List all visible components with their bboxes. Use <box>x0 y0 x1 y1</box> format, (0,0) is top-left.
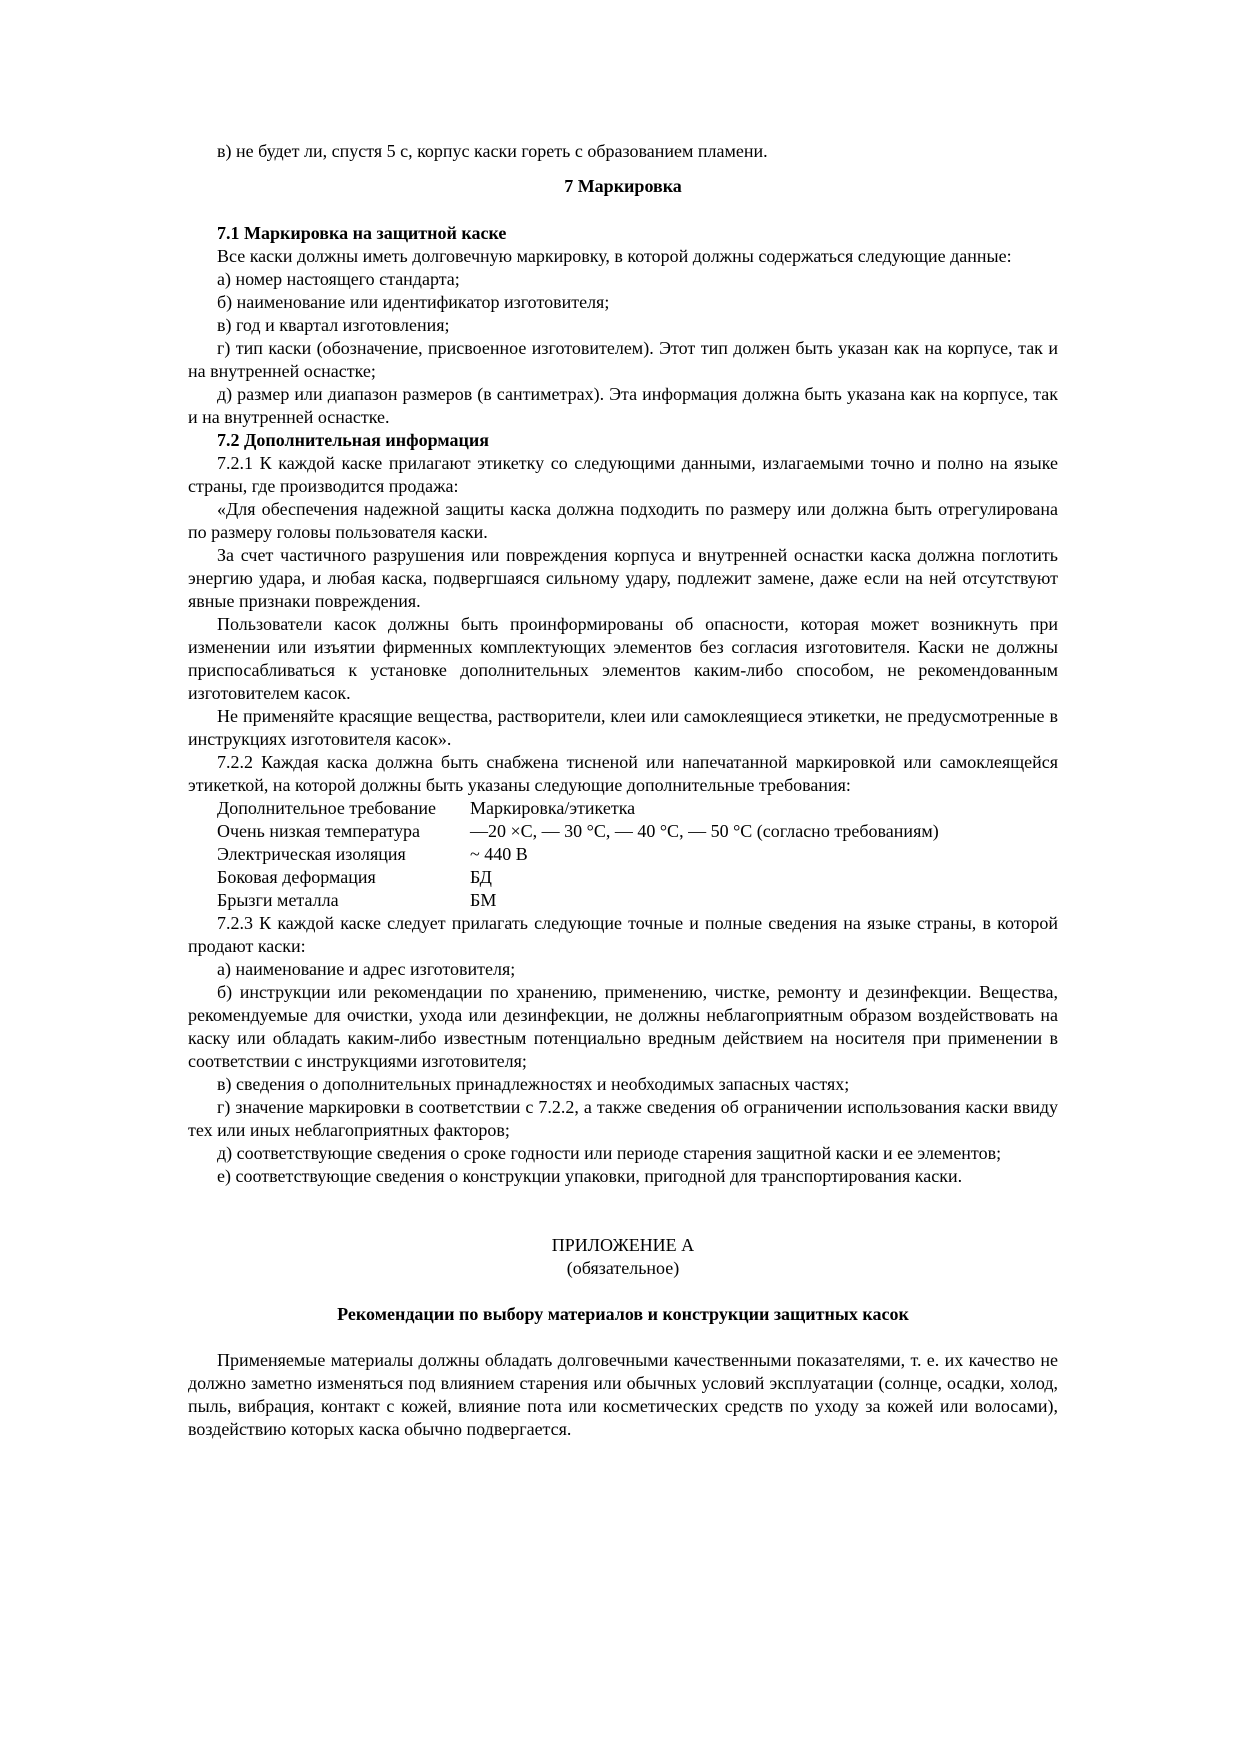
s72-paragraph: За счет частичного разрушения или повреждения корпуса и внутренней оснастки каска должна поглотить энергию удара, и любая каска, подвергшаяся сильному удару, подлежит замене, даже если на ней отсутствуют явные признаки повреждения. <box>188 545 1058 611</box>
table-row <box>188 820 1058 843</box>
s72-paragraph: Не применяйте красящие вещества, растворители, клеи или самоклеящиеся этикетки, не предусмотренные в инструкциях изготовителя касок». <box>188 706 1058 749</box>
table-cell: Боковая деформация <box>217 867 376 887</box>
s723-paragraph: д) соответствующие сведения о сроке годности или периоде старения защитной каски и ее элементов; <box>217 1143 1002 1163</box>
appendix-heading: Рекомендации по выбору материалов и конструкции защитных касок <box>337 1304 909 1324</box>
table-header-cell: Дополнительное требование <box>217 798 437 818</box>
table-cell: Электрическая изоляция <box>217 844 406 864</box>
top-line: в) не будет ли, спустя 5 с, корпус каски гореть с образованием пламени. <box>217 141 768 161</box>
section-72-title: 7.2 Дополнительная информация <box>217 430 489 450</box>
appendix-title: ПРИЛОЖЕНИЕ А <box>551 1235 695 1255</box>
table-header-row <box>188 797 1058 820</box>
appendix-paragraph: Применяемые материалы должны обладать долговечными качественными показателями, т. е. их качество не должно заметно изменяться под влиянием старения или обычных условий эксплуатации (солнце, осадки, холод, пыль, вибрация, контакт с кожей, влияние пота или косметических средств по уходу за кожей или волосами), воздействию которых каска обычно подвергается. <box>188 1350 1058 1439</box>
s72-paragraph: «Для обеспечения надежной защиты каска должна подходить по размеру или должна быть отрегулирована по размеру головы пользователя каски. <box>188 499 1058 542</box>
s72-paragraph: 7.2.2 Каждая каска должна быть снабжена тисненой или напечатанной маркировкой или самоклеящейся этикеткой, на которой должны быть указаны следующие дополнительные требования: <box>188 752 1058 795</box>
table-cell: БМ <box>470 890 497 910</box>
s71-paragraph: г) тип каски (обозначение, присвоенное изготовителем). Этот тип должен быть указан как на корпусе, так и на внутренней оснастке; <box>188 338 1058 381</box>
marking-table <box>188 797 1058 912</box>
s71-paragraph: д) размер или диапазон размеров (в сантиметрах). Эта информация должна быть указана как на корпусе, так и на внутренней оснастке. <box>188 384 1058 427</box>
table-row <box>188 843 1058 866</box>
s72-paragraph: 7.2.1 К каждой каске прилагают этикетку со следующими данными, излагаемыми точно и полно на языке страны, где производится продажа: <box>188 453 1058 496</box>
appendix-subtitle: (обязательное) <box>566 1258 680 1278</box>
table-cell: ~ 440 В <box>470 844 528 864</box>
s723-paragraph: б) инструкции или рекомендации по хранению, применению, чистке, ремонту и дезинфекции. Вещества, рекомендуемые для очистки, ухода или дезинфекции, не должны неблагоприятным образом воздействовать на каску или обладать каким-либо известным потенциально вредным действием на носителя при применении в соответствии с инструкциями изготовителя; <box>188 982 1058 1071</box>
section-7-title: 7 Маркировка <box>564 176 682 196</box>
section-71-title: 7.1 Маркировка на защитной каске <box>217 223 507 243</box>
s71-paragraph: б) наименование или идентификатор изготовителя; <box>217 292 610 312</box>
s71-paragraph: а) номер настоящего стандарта; <box>217 269 460 289</box>
table-cell: Брызги металла <box>217 890 339 910</box>
s723-paragraph: в) сведения о дополнительных принадлежностях и необходимых запасных частях; <box>217 1074 850 1094</box>
s72-paragraph: Пользователи касок должны быть проинформированы об опасности, которая может возникнуть при изменении или изъятии фирменных комплектующих элементов без согласия изготовителя. Каски не должны приспосабливаться к установке дополнительных элементов каким-либо способом, не рекомендованным изготовителем касок. <box>188 614 1058 703</box>
table-cell: Очень низкая температура <box>217 821 421 841</box>
s723-paragraph: а) наименование и адрес изготовителя; <box>217 959 516 979</box>
s723-paragraph: г) значение маркировки в соответствии с 7.2.2, а также сведения об ограничении использования каски ввиду тех или иных неблагоприятных факторов; <box>188 1097 1058 1140</box>
table-cell: —20 ×С, — 30 °С, — 40 °С, — 50 °С (согласно требованиям) <box>470 821 939 841</box>
table-header-cell: Маркировка/этикетка <box>470 798 636 818</box>
s723-paragraph: 7.2.3 К каждой каске следует прилагать следующие точные и полные сведения на языке страны, в которой продают каски: <box>188 913 1058 956</box>
s723-paragraph: е) соответствующие сведения о конструкции упаковки, пригодной для транспортирования каски. <box>217 1166 963 1186</box>
document-page <box>188 140 1058 1441</box>
table-row <box>188 889 1058 912</box>
s71-paragraph: Все каски должны иметь долговечную маркировку, в которой должны содержаться следующие данные: <box>217 246 1012 266</box>
s71-paragraph: в) год и квартал изготовления; <box>217 315 450 335</box>
table-row <box>188 866 1058 889</box>
table-cell: БД <box>470 867 492 887</box>
